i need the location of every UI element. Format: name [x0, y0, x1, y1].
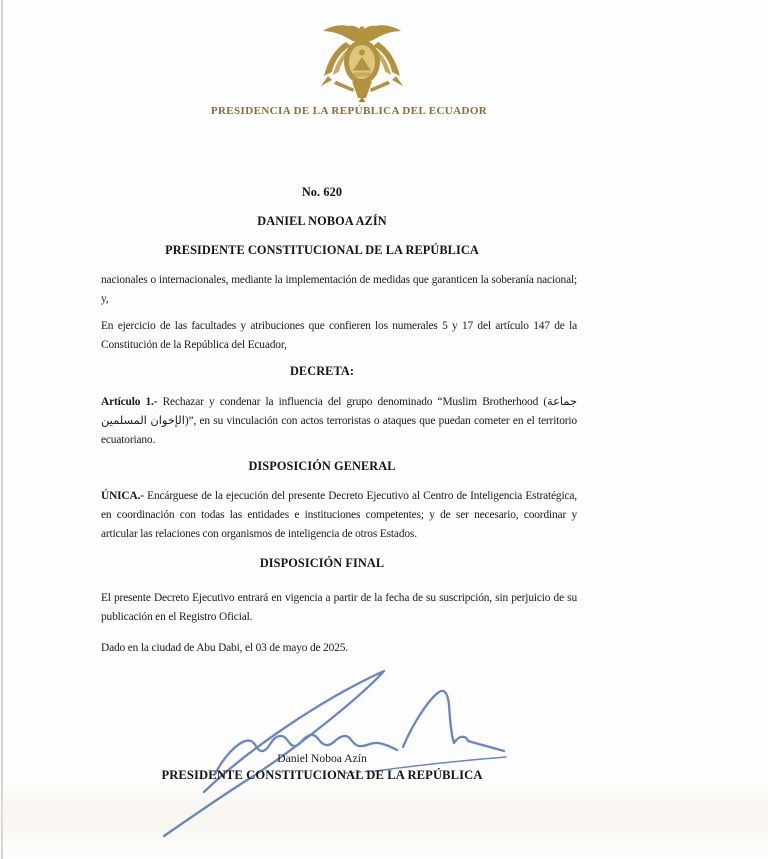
disposicion-final-heading: DISPOSICIÓN FINAL [259, 556, 385, 570]
paragraph-considerando: nacionales o internacionales, mediante la implementación de medidas que garanticen la soberanía nacional; y, [101, 274, 577, 305]
president-name-heading: DANIEL NOBOA AZÍN [257, 214, 387, 228]
vigencia-paragraph: El presente Decreto Ejecutivo entrará en vigencia a partir de la fecha de su suscripción, sin perjuicio de su publicación en el Registro Oficial. [101, 592, 577, 623]
signature-name: Daniel Noboa Azín [277, 752, 367, 765]
unica-text: Encárguese de la ejecución del presente Decreto Ejecutivo al Centro de Inteligencia Estratégica, en coordinación con todas las entidades e instituciones competentes; y de ser necesario, coordinar y articular las relaciones con organismos de inteligencia de otros Estados. [101, 490, 577, 540]
signature-ink [140, 650, 530, 850]
president-role-heading: PRESIDENTE CONSTITUCIONAL DE LA REPÚBLICA [165, 243, 479, 257]
dado-line: Dado en la ciudad de Abu Dabi, el 03 de mayo de 2025. [101, 642, 349, 654]
unica-label: ÚNICA.- [101, 490, 144, 502]
unica-paragraph [101, 487, 577, 543]
signature-title: PRESIDENTE CONSTITUCIONAL DE LA REPÚBLICA [161, 768, 483, 782]
paragraph-facultades: En ejercicio de las facultades y atribuciones que confieren los numerales 5 y 17 del artículo 147 de la Constitución de la República del Ecuador, [101, 320, 577, 351]
articulo-1-label: Artículo 1.- [101, 396, 158, 408]
articulo-1-paragraph [101, 393, 577, 449]
articulo-1-text: Rechazar y condenar la influencia del grupo denominado “Muslim Brotherhood (جماعة الإخوان المسلمين)”, en su vinculación con actos terroristas o ataques que puedan cometer en el territorio ecuatoriano. [101, 396, 577, 446]
ecuador-coat-of-arms-icon [308, 24, 416, 102]
page-edge-line [1, 0, 3, 859]
decree-number: No. 620 [301, 185, 343, 199]
institution-header: PRESIDENCIA DE LA REPÚBLICA DEL ECUADOR [210, 105, 488, 117]
decreta-heading: DECRETA: [289, 364, 355, 378]
disposicion-general-heading: DISPOSICIÓN GENERAL [248, 459, 396, 473]
